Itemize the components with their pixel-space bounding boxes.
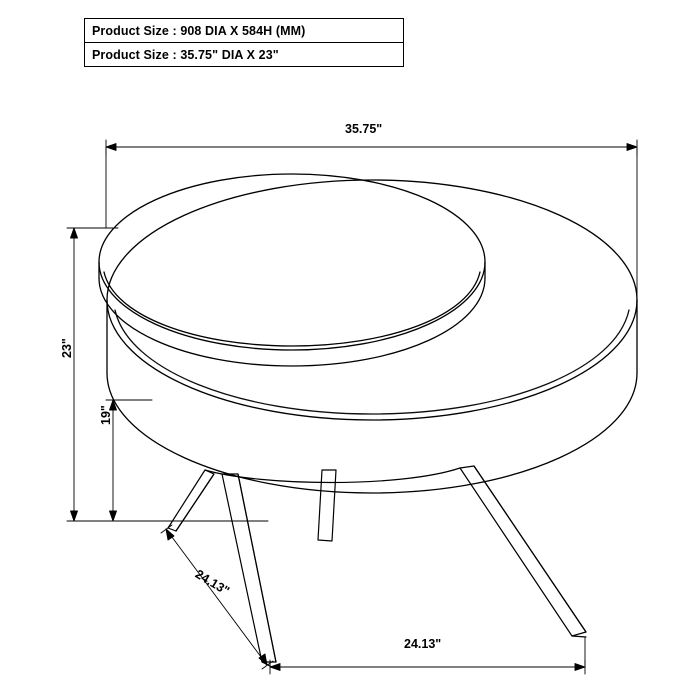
dimension-label-depth-left: 24.13" bbox=[192, 567, 232, 599]
spec-row-imperial: Product Size : 35.75" DIA X 23" bbox=[92, 47, 279, 62]
inset-round-tier bbox=[99, 174, 485, 366]
dimension-label-height: 23" bbox=[60, 338, 74, 358]
dimension-label-leg-height: 19" bbox=[99, 405, 113, 425]
spec-row-metric: Product Size : 908 DIA X 584H (MM) bbox=[85, 19, 403, 43]
table-base-legs bbox=[168, 466, 586, 667]
table-top-outline bbox=[107, 180, 637, 493]
dimension-lines bbox=[67, 140, 637, 674]
dimension-label-width: 35.75" bbox=[345, 122, 383, 136]
dimension-label-depth-right: 24.13" bbox=[404, 637, 442, 651]
